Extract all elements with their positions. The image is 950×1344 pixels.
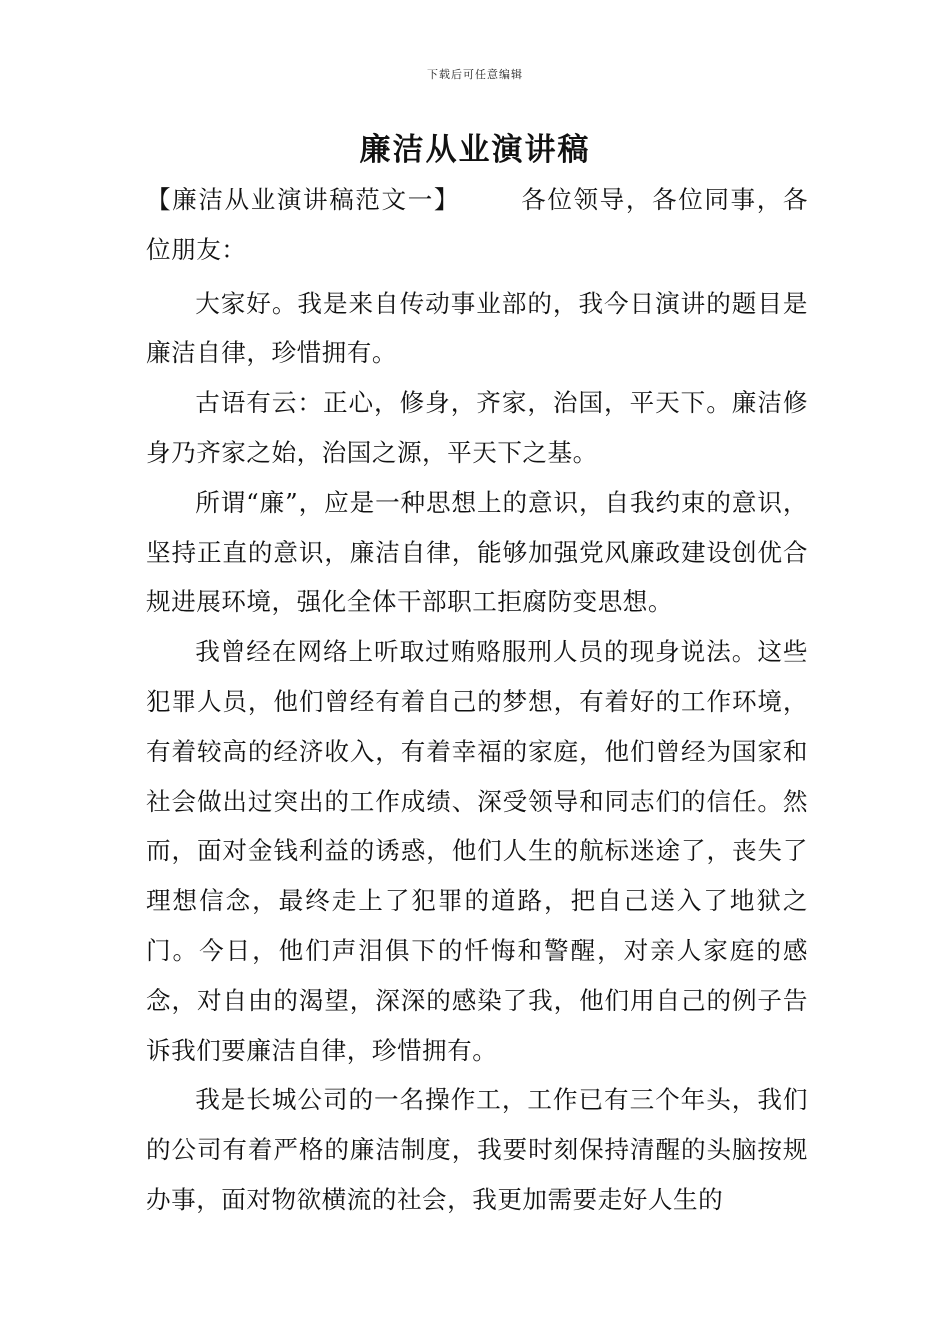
intro-paragraph — [146, 175, 808, 275]
body-paragraph: 我是长城公司的一名操作工，工作已有三个年头，我们的公司有着严格的廉洁制度，我要时刻保持清醒的头脑按规办事，面对物欲横流的社会，我更加需要走好人生的 — [146, 1085, 808, 1214]
intro-greeting: 各位领导，各位同事，各位朋友： — [146, 185, 808, 264]
document-title: 廉洁从业演讲稿 — [359, 132, 591, 168]
intro-heading: 【廉洁从业演讲稿范文一】 — [146, 185, 461, 214]
body-paragraph: 我曾经在网络上听取过贿赂服刑人员的现身说法。这些犯罪人员，他们曾经有着自己的梦想，有着好的工作环境，有着较高的经济收入，有着幸福的家庭，他们曾经为国家和社会做出过突出的工作成绩、深受领导和同志们的信任。然而，面对金钱利益的诱惑，他们人生的航标迷途了，丧失了理想信念，最终走上了犯罪的道路，把自己送入了地狱之门。今日，他们声泪俱下的忏悔和警醒，对亲人家庭的感念，对自由的渴望，深深的感染了我，他们用自己的例子告诉我们要廉洁自律，珍惜拥有。 — [146, 637, 808, 1065]
header-note: 下载后可任意编辑 — [427, 68, 523, 81]
body-paragraph: 古语有云：正心，修身，齐家，治国，平天下。廉洁修身乃齐家之始，治国之源，平天下之基。 — [146, 388, 808, 467]
body-paragraph: 大家好。我是来自传动事业部的，我今日演讲的题目是廉洁自律，珍惜拥有。 — [146, 288, 808, 368]
body-paragraph: 所谓“廉”，应是一种思想上的意识，自我约束的意识，坚持正直的意识，廉洁自律，能够加强党风廉政建设创优合规进展环境，强化全体干部职工拒腐防变思想。 — [146, 487, 808, 617]
document-body — [146, 175, 808, 1225]
